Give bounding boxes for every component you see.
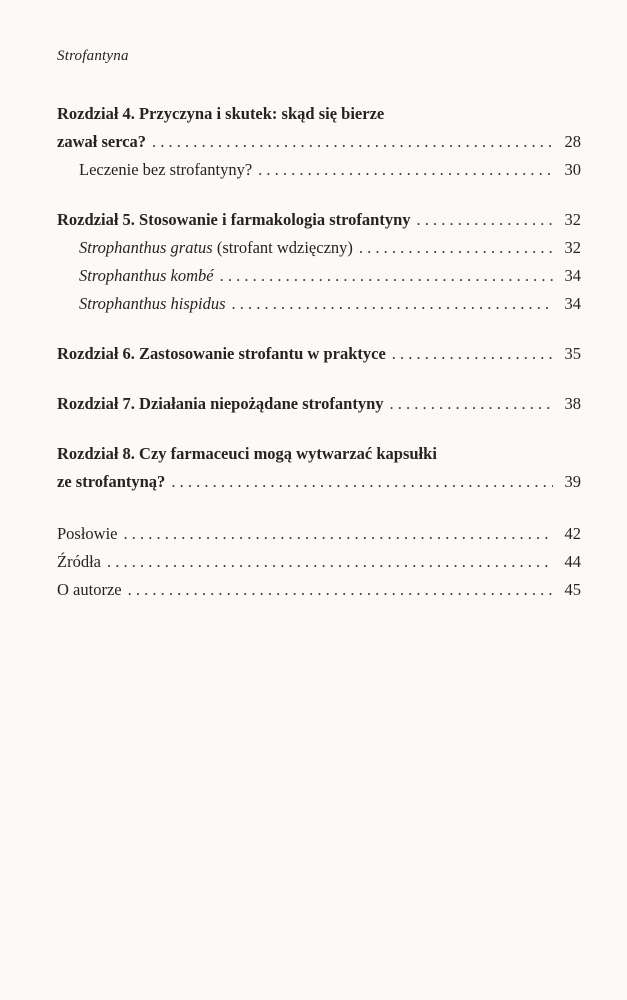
- running-head: Strofantyna: [57, 48, 129, 64]
- dot-leader: [220, 262, 553, 290]
- toc-page-number: 38: [564, 394, 581, 413]
- table-of-contents: [57, 100, 581, 604]
- toc-entry-sources[interactable]: [57, 548, 581, 576]
- toc-page-number: 39: [564, 472, 581, 491]
- species-name: Strophanthus kombé: [79, 266, 214, 285]
- toc-entry-ch7[interactable]: [57, 390, 581, 418]
- dot-leader: [171, 468, 553, 496]
- toc-entry-title: Rozdział 6. Zastosowanie strofantu w praktyce: [57, 344, 386, 363]
- dot-leader: [124, 520, 553, 548]
- toc-entry-title: Posłowie: [57, 524, 118, 543]
- toc-page-number: 30: [564, 160, 581, 179]
- toc-page-number: 45: [564, 580, 581, 599]
- toc-page-number: 34: [564, 294, 581, 313]
- toc-entry-title: ze strofantyną?: [57, 472, 166, 491]
- toc-subentry-ch5-1[interactable]: [57, 234, 581, 262]
- toc-entry-ch8[interactable]: [57, 468, 581, 496]
- common-name: (strofant wdzięczny): [212, 238, 353, 257]
- dot-leader: [232, 290, 553, 318]
- toc-subentry-ch5-2[interactable]: [57, 262, 581, 290]
- toc-entry-title: Leczenie bez strofantyny?: [79, 160, 253, 179]
- dot-leader: [107, 548, 553, 576]
- toc-entry-title: [79, 290, 226, 318]
- dot-leader: [390, 390, 554, 418]
- toc-entry-title: Źródła: [57, 552, 101, 571]
- dot-leader: [152, 128, 553, 156]
- species-name: Strophanthus gratus: [79, 238, 213, 257]
- toc-entry-title: zawał serca?: [57, 132, 147, 151]
- toc-entry-title: O autorze: [57, 580, 122, 599]
- toc-entry-ch4-line1: [57, 100, 581, 128]
- toc-page-number: 34: [564, 266, 581, 285]
- species-name: Strophanthus hispidus: [79, 294, 226, 313]
- toc-entry-title: Rozdział 8. Czy farmaceuci mogą wytwarzać kapsułki: [57, 444, 437, 463]
- toc-entry-ch6[interactable]: [57, 340, 581, 368]
- dot-leader: [128, 576, 553, 604]
- toc-page-number: 42: [564, 524, 581, 543]
- toc-entry-title: Rozdział 7. Działania niepożądane strofantyny: [57, 394, 384, 413]
- toc-entry-title: [79, 234, 353, 262]
- toc-entry-ch8-line1: [57, 440, 581, 468]
- toc-entry-about-author[interactable]: [57, 576, 581, 604]
- toc-page-number: 28: [564, 132, 581, 151]
- toc-subentry-ch4-1[interactable]: [57, 156, 581, 184]
- dot-leader: [392, 340, 553, 368]
- toc-entry-title: Rozdział 4. Przyczyna i skutek: skąd się bierze: [57, 104, 385, 123]
- toc-entry-title: Rozdział 5. Stosowanie i farmakologia strofantyny: [57, 210, 411, 229]
- toc-page-number: 32: [564, 210, 581, 229]
- toc-page-number: 35: [564, 344, 581, 363]
- toc-entry-afterword[interactable]: [57, 520, 581, 548]
- toc-entry-ch5[interactable]: [57, 206, 581, 234]
- toc-subentry-ch5-3[interactable]: [57, 290, 581, 318]
- dot-leader: [258, 156, 553, 184]
- toc-entry-ch4[interactable]: [57, 128, 581, 156]
- toc-page-number: 44: [564, 552, 581, 571]
- dot-leader: [417, 206, 553, 234]
- dot-leader: [359, 234, 553, 262]
- toc-entry-title: [79, 262, 214, 290]
- toc-page-number: 32: [564, 238, 581, 257]
